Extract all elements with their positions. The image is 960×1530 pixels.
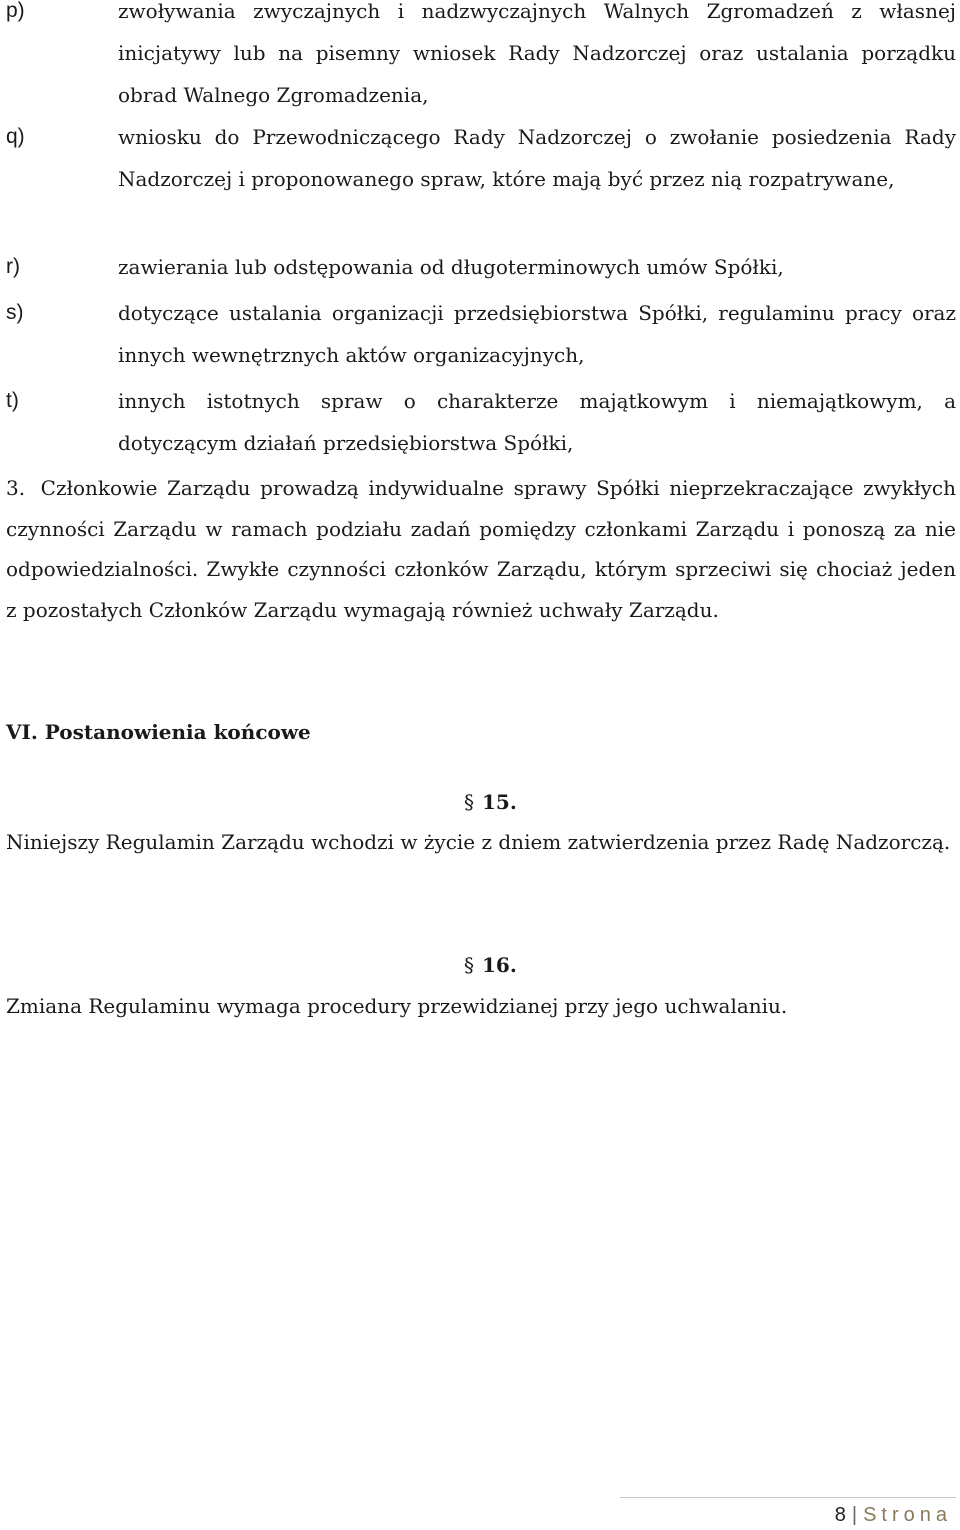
- list-marker: t): [6, 389, 19, 412]
- list-item-text: innych istotnych spraw o charakterze majątkowym i niemajątkowym, a dotyczącym działań przedsiębiorstwa Spółki,: [118, 389, 956, 455]
- list-marker: s): [6, 301, 24, 324]
- numbered-point: [6, 468, 956, 630]
- list-item-text: dotyczące ustalania organizacji przedsiębiorstwa Spółki, regulaminu pracy oraz innych wewnętrznych aktów organizacyjnych,: [118, 301, 956, 367]
- point-text: Członkowie Zarządu prowadzą indywidualne sprawy Spółki nieprzekraczające zwykłych czynności Zarządu w ramach podziału zadań pomiędzy członkami Zarządu i ponoszą za nie odpowiedzialności. Zwykłe czynności członków Zarządu, którym sprzeciwi się chociaż jeden z pozostałych Członków Zarządu wymagają również uchwały Zarządu.: [6, 476, 957, 622]
- list-marker: p): [6, 0, 25, 22]
- section-sign-icon: §: [464, 953, 474, 977]
- footer-divider: [620, 1497, 956, 1498]
- list-marker: q): [6, 125, 25, 148]
- section-heading: VI. Postanowienia końcowe: [6, 720, 311, 744]
- page-footer: [835, 1500, 952, 1530]
- page-label: Strona: [863, 1504, 952, 1526]
- paragraph-number-value: 16.: [482, 953, 517, 977]
- list-item-text: zwoływania zwyczajnych i nadzwyczajnych Walnych Zgromadzeń z własnej inicjatywy lub na pisemny wniosek Rady Nadzorczej oraz ustalania porządku obrad Walnego Zgromadzenia,: [118, 0, 956, 107]
- list-item-text: zawierania lub odstępowania od długoterminowych umów Spółki,: [118, 255, 784, 279]
- page-number: 8: [834, 1504, 846, 1526]
- paragraph-text: Zmiana Regulaminu wymaga procedury przewidzianej przy jego uchwalaniu.: [6, 994, 788, 1018]
- list-item-text: wniosku do Przewodniczącego Rady Nadzorczej o zwołanie posiedzenia Rady Nadzorczej i proponowanego spraw, które mają być przez nią rozpatrywane,: [118, 125, 956, 191]
- footer-separator: |: [851, 1504, 858, 1526]
- paragraph-number-value: 15.: [482, 790, 517, 814]
- paragraph-number: [464, 945, 517, 985]
- paragraph-text: Niniejszy Regulamin Zarządu wchodzi w życie z dniem zatwierdzenia przez Radę Nadzorczą.: [6, 830, 951, 854]
- list-marker: r): [6, 255, 20, 278]
- point-number: 3.: [6, 476, 26, 500]
- section-sign-icon: §: [464, 790, 474, 814]
- paragraph-number: [464, 782, 517, 822]
